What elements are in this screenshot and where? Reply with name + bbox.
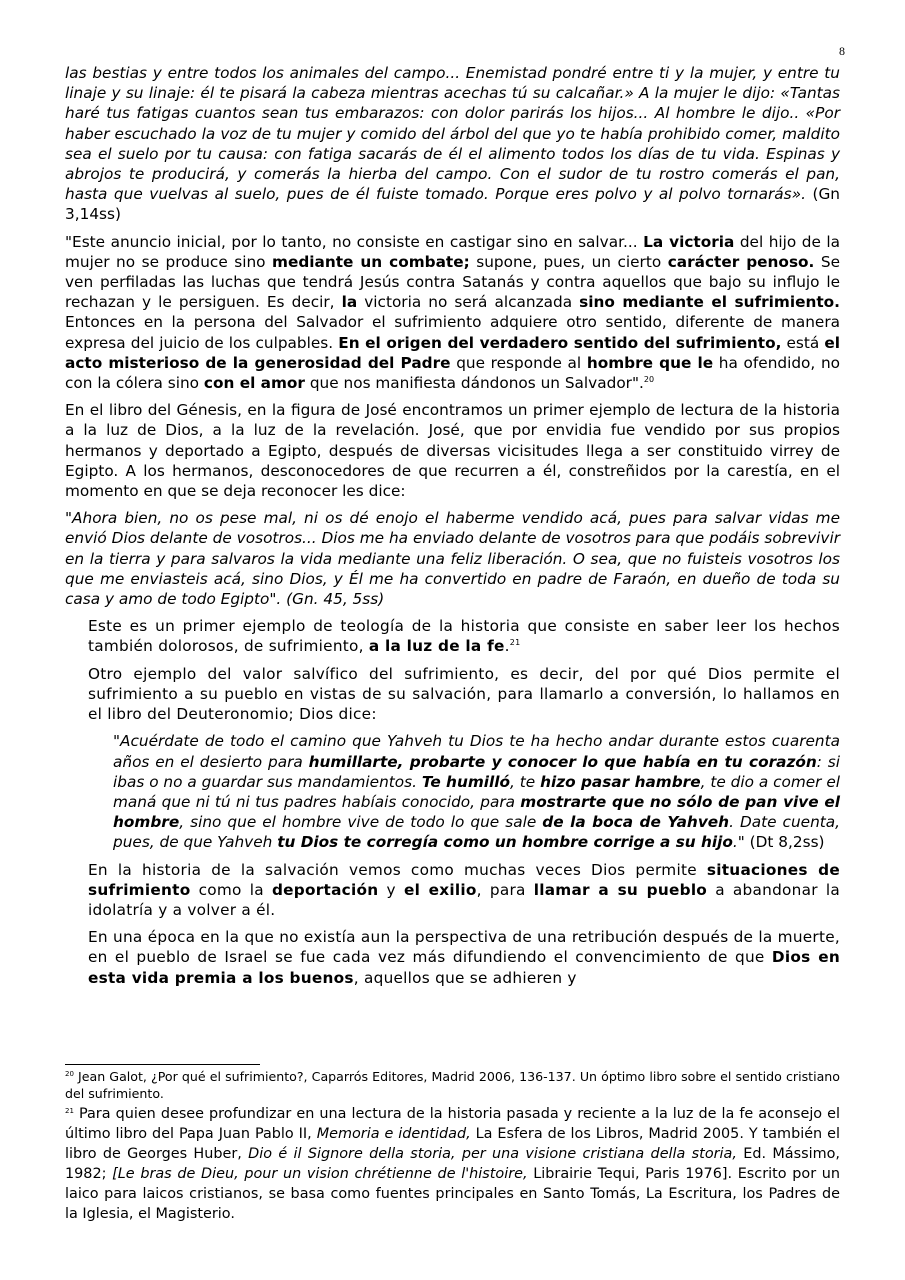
text-run: las bestias y entre todos los animales del campo... Enemistad pondré entre ti y la mujer, y entre tu linaje y su linaje: él te pisará la cabeza mientras acechas tú su calcañar.» A la mujer le dijo: «Tantas haré tus fatigas cuantos sean tus embarazos: con dolor parirás los hijos... Al hombre le dijo.. «Por haber escuchado la voz de tu mujer y comido del árbol del que yo te había prohibido comer, maldito sea el suelo por tu causa: con fatiga sacarás de él el alimento todos los días de tu vida. Espinas y abrojos te producirá, y comerás la hierba del campo. Con el sudor de tu rostro comerás el pan, hasta que vuelvas al suelo, pues de él fuiste tomado. Porque eres polvo y al polvo tornarás». — [65, 64, 840, 204]
text-run: con el amor — [203, 374, 305, 393]
text-run: , para — [476, 880, 534, 899]
text-run: hombre que le — [586, 353, 714, 372]
footnote-reference: 21 — [65, 1107, 74, 1115]
text-run: La victoria — [643, 232, 735, 251]
text-run: hizo pasar hambre — [540, 772, 701, 791]
text-run: supone, pues, un cierto — [469, 252, 668, 271]
text-run: Jean Galot, ¿Por qué el sufrimiento?, Caparrós Editores, Madrid 2006, 136-137. Un óptimo libro sobre el sentido cristiano del sufrimiento. — [65, 1069, 840, 1101]
text-run: humillarte, probarte y conocer lo que había en tu corazón — [308, 752, 817, 771]
text-run: Librairie Tequi, Paris 1976]. Escrito por un laico para laicos cristianos, se basa como fuentes principales en Santo Tomás, La Escritura, los Padres de la Iglesia, el Magisterio. — [65, 1166, 841, 1222]
text-run: que nos manifiesta dándonos un Salvador". — [304, 374, 644, 393]
text-run: mostrarte que no sólo de pan vive el hombre — [113, 792, 840, 832]
paragraph — [65, 63, 840, 225]
paragraph — [88, 860, 840, 921]
paragraph — [88, 664, 840, 725]
text-run: En una época en la que no existía aun la perspectiva de una retribución después de la muerte, en el pueblo de Israel se fue cada vez más difundiendo el convencimiento de que — [88, 928, 840, 967]
text-run: Ed. Mássimo, 1982; — [65, 1146, 840, 1182]
paragraph — [65, 400, 840, 501]
paragraph — [65, 232, 840, 394]
text-run: de la boca de Yahveh — [542, 813, 730, 832]
text-run: Otro ejemplo del valor salvífico del sufrimiento, es decir, del por qué Dios permite el sufrimiento a su pueblo en vistas de su salvación, para llamarlo a conversión, lo hallamos en el libro del Deuteronomio; Dios dice: — [88, 664, 840, 724]
text-run: "Este anuncio inicial, por lo tanto, no consiste en castigar sino en salvar... — [65, 232, 644, 251]
text-run: , te — [510, 772, 541, 791]
footnotes — [65, 1069, 840, 1224]
text-run: (Gn 3,14ss) — [65, 185, 840, 224]
text-run: . — [504, 637, 510, 656]
text-run: Te humilló — [421, 772, 511, 791]
text-run: a abandonar la idolatría y a volver a él. — [88, 880, 840, 919]
text-run: , te dio a comer el maná que ni tú ni tus padres habíais conocido, para — [113, 772, 841, 811]
paragraph — [88, 616, 840, 656]
paragraph — [65, 508, 840, 609]
text-run: En la historia de la salvación vemos como muchas veces Dios permite — [88, 860, 707, 879]
text-run: y — [378, 880, 404, 899]
text-run: el exilio — [403, 880, 477, 899]
text-run: Para quien desee profundizar en una lectura de la historia pasada y reciente a la luz de la fe aconsejo el último libro del Papa Juan Pablo II, — [65, 1106, 840, 1142]
paragraph — [113, 731, 840, 852]
footnote-reference: 20 — [643, 375, 655, 385]
text-run: del hijo de la mujer no se produce sino — [65, 232, 841, 271]
text-run: Se ven perfiladas las luchas que tendrá Jesús contra Satanás y contra aquellos que bajo su influjo le rechazan y le persiguen. Es decir, — [65, 252, 840, 312]
document-body — [65, 63, 840, 995]
page-number: 8 — [839, 44, 845, 58]
text-run: victoria no será alcanzada — [357, 293, 580, 312]
text-run: En el libro del Génesis, en la figura de José encontramos un primer ejemplo de lectura de la historia a la luz de Dios, a la luz de la revelación. José, que por envidia fue vendido por sus propios hermanos y deportado a Egipto, después de diversas vicisitudes llega a ser constituido virrey de Egipto. A los hermanos, desconocedores de que recurren a él, constreñidos por la carestía, en el momento en que se deja reconocer les dice: — [65, 401, 840, 501]
footnote-reference: 21 — [509, 638, 521, 648]
text-run: . Date cuenta, pues, de que Yahveh — [113, 813, 840, 852]
text-run: ha ofendido, no con la cólera sino — [65, 353, 840, 393]
text-run: que responde al — [450, 353, 587, 372]
text-run: Entonces en la persona del Salvador el sufrimiento adquiere otro sentido, diferente de manera expresa del juicio de los culpables. — [65, 313, 840, 352]
text-run: como la — [190, 880, 272, 899]
text-run: [Le bras de Dieu, pour un vision chrétienne de l'histoire, — [112, 1166, 528, 1182]
text-run: , sino que el hombre vive de todo lo que sale — [179, 813, 543, 832]
text-run: Este es un primer ejemplo de teología de la historia que consiste en saber leer los hechos también dolorosos, de sufrimiento, — [88, 617, 840, 656]
text-run: situaciones de sufrimiento — [88, 860, 841, 899]
footnote-separator — [65, 1064, 260, 1065]
text-run: ." — [732, 833, 745, 852]
text-run: el acto misterioso de la generosidad del Padre — [65, 333, 841, 372]
text-run: (Dt 8,2ss) — [744, 833, 825, 852]
text-run: Memoria e identidad, — [316, 1126, 471, 1142]
text-run: En el origen del verdadero sentido del sufrimiento, — [338, 333, 782, 352]
text-run: mediante un combate; — [272, 252, 470, 271]
paragraph — [88, 927, 840, 988]
text-run: "Acuérdate de todo el camino que Yahveh tu Dios te ha hecho andar durante estos cuarenta años en el desierto para — [113, 732, 840, 771]
footnote — [65, 1104, 840, 1224]
text-run: "Ahora bien, no os pese mal, ni os dé enojo el haberme vendido acá, pues para salvar vidas me envió Dios delante de vosotros... Dios me ha enviado delante de vosotros para que podáis sobrevivir en la tierra y para salvaros la vida mediante una feliz liberación. O sea, que no fuisteis vosotros los que me enviasteis acá, sino Dios, y Él me ha convertido en padre de Faraón, en dueño de toda su casa y amo de todo Egipto". (Gn. 45, 5ss) — [65, 509, 840, 609]
text-run: está — [781, 333, 825, 352]
text-run: , aquellos que se adhieren y — [353, 968, 577, 987]
text-run: tu Dios te corregía como un hombre corrige a su hijo — [277, 833, 733, 852]
text-run: carácter penoso. — [667, 252, 815, 271]
text-run: Dio é il Signore della storia, per una visione cristiana della storia, — [248, 1146, 737, 1162]
text-run: la — [341, 293, 358, 312]
footnote-reference: 20 — [65, 1070, 74, 1078]
text-run: llamar a su pueblo — [533, 880, 708, 899]
text-run: Dios en esta vida premia a los buenos — [88, 948, 840, 987]
footnote — [65, 1069, 840, 1102]
text-run: : si ibas o no a guardar sus mandamientos. — [113, 752, 840, 791]
text-run: a la luz de la fe — [368, 637, 505, 656]
text-run: La Esfera de los Libros, Madrid 2005. Y también el libro de Georges Huber, — [65, 1126, 840, 1162]
text-run: deportación — [271, 880, 379, 899]
text-run: sino mediante el sufrimiento. — [579, 293, 840, 312]
